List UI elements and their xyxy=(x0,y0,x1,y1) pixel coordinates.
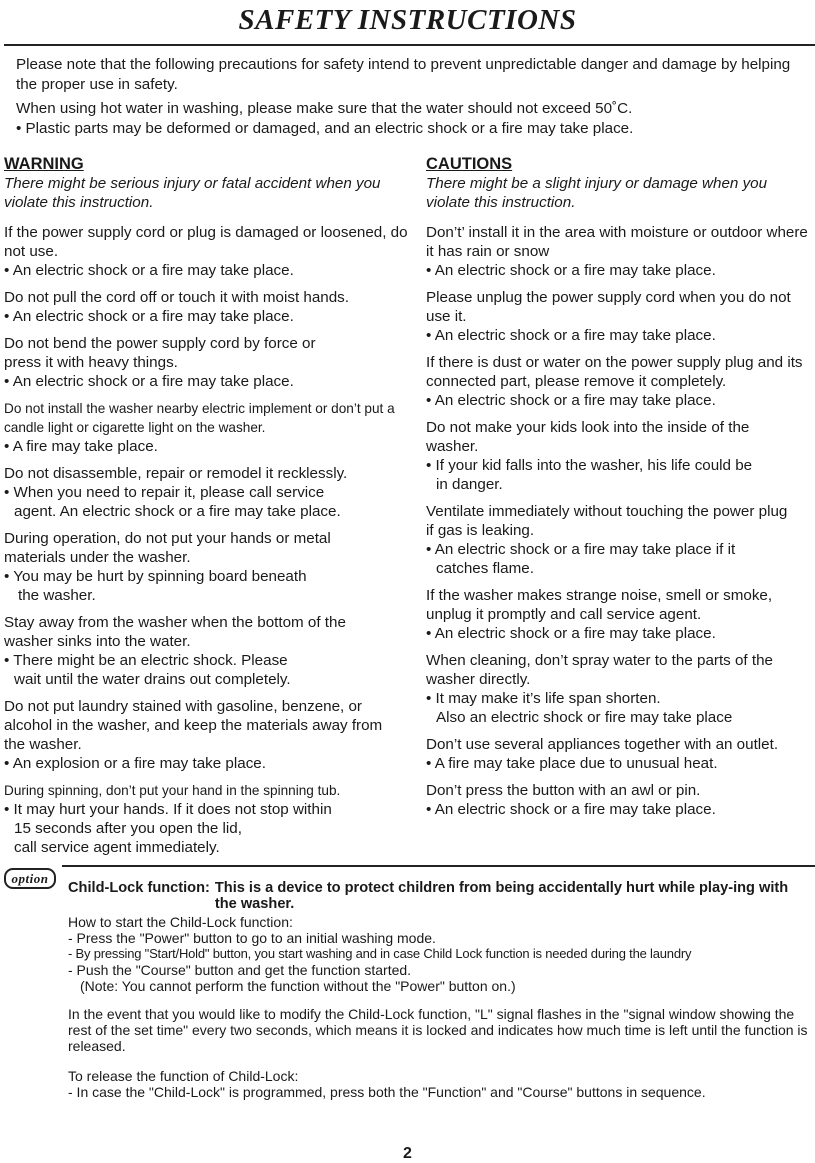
warning-item-text: Stay away from the washer when the bottom of the washer sinks into the water. xyxy=(4,614,346,650)
caution-item-bullet: • An electric shock or a fire may take place. xyxy=(426,262,716,279)
step-note: (Note: You cannot perform the function without the "Power" button on.) xyxy=(80,978,516,994)
warning-item-text: During spinning, don’t put your hand in the spinning tub. xyxy=(4,783,341,798)
caution-item xyxy=(426,586,815,643)
caution-item xyxy=(426,735,815,773)
child-lock-section xyxy=(68,880,812,1100)
caution-item xyxy=(426,418,815,494)
child-lock-heading xyxy=(68,880,812,912)
option-divider xyxy=(62,865,815,867)
warning-item xyxy=(4,697,409,773)
caution-item-text: If there is dust or water on the power supply plug and its connected part, please remove it completely. xyxy=(426,354,803,390)
warning-item xyxy=(4,781,409,857)
caution-item xyxy=(426,288,815,345)
caution-item xyxy=(426,223,815,280)
cautions-description: There might be a slight injury or damage when you violate this instruction. xyxy=(426,175,768,211)
intro-hot-water-note: When using hot water in washing, please make sure that the water should not exceed 50˚C. • Plastic parts may be deformed or damaged, and an electric shock or a fire may take place. xyxy=(16,100,634,137)
caution-item xyxy=(426,781,815,819)
intro-paragraph: Please note that the following precautions for safety intend to prevent unpredictable danger and damage by helping the proper use in safety. xyxy=(16,56,791,93)
caution-item-text: Ventilate immediately without touching the power plug if gas is leaking. xyxy=(426,503,788,539)
caution-item-bullet: • An electric shock or a fire may take place. xyxy=(426,327,716,344)
warning-item-bullet: • It may hurt your hands. If it does not stop within 15 seconds after you open the lid, call service agent immediately. xyxy=(4,801,332,856)
warning-item xyxy=(4,399,409,456)
caution-item-bullet: • An electric shock or a fire may take place. xyxy=(426,625,716,642)
child-lock-label: Child-Lock function: xyxy=(68,880,210,896)
warning-item-text: Do not bend the power supply cord by force or press it with heavy things. xyxy=(4,335,316,371)
warning-item-text: Do not install the washer nearby electric implement or don’t put a candle light or cigarette light on the washer. xyxy=(4,401,395,435)
warning-description: There might be serious injury or fatal accident when you violate this instruction. xyxy=(4,175,381,211)
option-badge: option xyxy=(4,868,56,889)
child-lock-summary: This is a device to protect children from being accidentally hurt while play-ing with the washer. xyxy=(214,880,789,912)
step-item: - By pressing "Start/Hold" button, you start washing and in case Child Lock function is needed during the laundry xyxy=(68,946,692,961)
warning-item-text: Do not pull the cord off or touch it with moist hands. xyxy=(4,289,349,306)
release-title: To release the function of Child-Lock: xyxy=(68,1068,299,1084)
caution-item-text: If the washer makes strange noise, smell or smoke, unplug it promptly and call service agent. xyxy=(426,587,773,623)
warning-title: WARNING xyxy=(4,155,84,173)
warning-item-bullet: • An electric shock or a fire may take place. xyxy=(4,373,294,390)
warning-item-bullet: • An electric shock or a fire may take place. xyxy=(4,262,294,279)
caution-item-text: Please unplug the power supply cord when you do not use it. xyxy=(426,289,791,325)
step-item: - Push the "Course" button and get the function started. xyxy=(68,962,412,978)
warning-item xyxy=(4,288,409,326)
caution-item xyxy=(426,651,815,727)
how-to-start-title: How to start the Child-Lock function: xyxy=(68,914,293,930)
page-number: 2 xyxy=(403,1145,412,1162)
warning-item-text: Do not disassemble, repair or remodel it recklessly. xyxy=(4,465,348,482)
caution-item-bullet: • If your kid falls into the washer, his life could be in danger. xyxy=(426,457,753,493)
caution-item-bullet: • An electric shock or a fire may take place if it catches flame. xyxy=(426,541,736,577)
caution-item-text: Don’t use several appliances together with an outlet. xyxy=(426,736,779,753)
caution-item-bullet: • An electric shock or a fire may take place. xyxy=(426,392,716,409)
warning-section xyxy=(4,154,409,865)
caution-item xyxy=(426,353,815,410)
cautions-title: CAUTIONS xyxy=(426,155,513,173)
warning-item xyxy=(4,529,409,605)
warning-item-bullet: • An electric shock or a fire may take place. xyxy=(4,308,294,325)
caution-item-text: When cleaning, don’t spray water to the parts of the washer directly. xyxy=(426,652,773,688)
caution-item-bullet: • It may make it’s life span shorten. Also an electric shock or fire may take place xyxy=(426,690,733,726)
release-text: - In case the "Child-Lock" is programmed, press both the "Function" and "Course" buttons in sequence. xyxy=(68,1084,706,1100)
warning-item xyxy=(4,223,409,280)
modify-paragraph: In the event that you would like to modify the Child-Lock function, "L" signal flashes in the "signal window showing the rest of the set time" every two seconds, which means it is locked and indicates how much time is left until the function is released. xyxy=(68,1006,808,1054)
warning-item xyxy=(4,613,409,689)
caution-item-text: Do not make your kids look into the inside of the washer. xyxy=(426,419,750,455)
warning-item-bullet: • An explosion or a fire may take place. xyxy=(4,755,266,772)
step-item: - Press the "Power" button to go to an initial washing mode. xyxy=(68,930,436,946)
warning-item xyxy=(4,464,409,521)
caution-item-text: Don’t’ install it in the area with moisture or outdoor where it has rain or snow xyxy=(426,224,808,260)
caution-item xyxy=(426,502,815,578)
warning-item-bullet: • You may be hurt by spinning board beneath the washer. xyxy=(4,568,307,604)
warning-item-text: During operation, do not put your hands or metal materials under the washer. xyxy=(4,530,331,566)
warning-item xyxy=(4,334,409,391)
page-title: SAFETY INSTRUCTIONS xyxy=(238,4,577,36)
caution-item-bullet: • A fire may take place due to unusual heat. xyxy=(426,755,718,772)
warning-item-text: Do not put laundry stained with gasoline, benzene, or alcohol in the washer, and keep the materials away from the washer. xyxy=(4,698,383,753)
title-divider xyxy=(4,44,815,46)
intro-section xyxy=(16,55,806,138)
cautions-section xyxy=(426,154,815,827)
caution-item-bullet: • An electric shock or a fire may take place. xyxy=(426,801,716,818)
warning-item-bullet: • A fire may take place. xyxy=(4,438,158,455)
warning-item-bullet: • There might be an electric shock. Please wait until the water drains out completely. xyxy=(4,652,291,688)
warning-item-text: If the power supply cord or plug is damaged or loosened, do not use. xyxy=(4,224,408,260)
warning-item-bullet: • When you need to repair it, please call service agent. An electric shock or a fire may take place. xyxy=(4,484,341,520)
caution-item-text: Don’t press the button with an awl or pin. xyxy=(426,782,701,799)
